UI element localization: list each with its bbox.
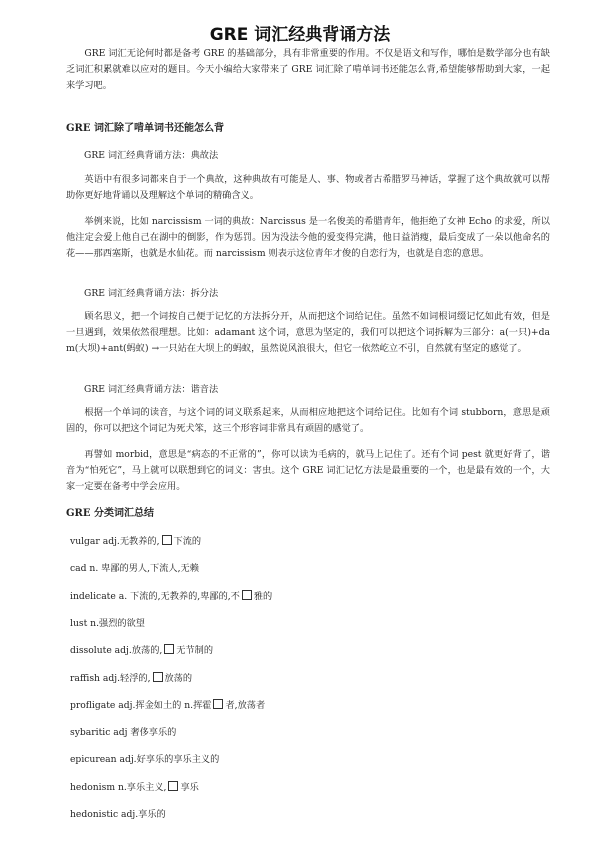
vocabulary-entry-text: dissolute adj.放荡的,: [70, 645, 163, 657]
vocabulary-entry-text: vulgar adj.无教养的,: [70, 536, 160, 547]
method2-paragraph-1: 顾名思义，把一个词按自己便于记忆的方法拆分开，从而把这个词给记住。虽然不如词根词缀记忆如此有效，但是一旦遇到，效果依然很理想。比如：adamant 这个词，意思为坚定的，我们可以把这个词拆解为三部分：a(一只)+dam(大坝)+ant(蚂蚁) →一只站在大坝上的蚂蚁，虽然说风浪很大，但它一依然屹立不引，自然就有坚定的感觉了。: [66, 311, 550, 354]
vocabulary-entry-text-tail: 雅的: [253, 590, 273, 602]
vocabulary-entry: [70, 751, 219, 765]
missing-glyph-box: [153, 672, 163, 682]
method3-label: GRE 词汇经典背诵方法：谐音法: [84, 384, 219, 395]
vocabulary-entry: [70, 724, 176, 738]
missing-glyph-box: [213, 699, 223, 709]
vocabulary-entry: [70, 588, 272, 602]
vocabulary-entry: [70, 697, 265, 711]
vocabulary-entry-text: hedonism n.享乐主义,: [70, 781, 167, 793]
vocabulary-entry: [70, 560, 199, 574]
vocabulary-entry: [70, 615, 145, 629]
vocabulary-entry-text: sybaritic adj 奢侈享乐的: [70, 727, 177, 739]
vocabulary-entry: [70, 533, 201, 547]
missing-glyph-box: [168, 781, 178, 791]
vocabulary-entry-text: cad n. 卑鄙的男人,下流人,无赖: [70, 563, 199, 575]
vocabulary-entry: [70, 670, 192, 684]
vocabulary-entry-text: raffish adj.轻浮的,: [70, 672, 151, 684]
vocabulary-entry: [70, 806, 166, 820]
vocabulary-entry: [70, 779, 199, 793]
vocabulary-entry-text-tail: 者,放荡者: [225, 699, 266, 711]
section1-heading: GRE 词汇除了啃单词书还能怎么背: [66, 123, 224, 134]
vocabulary-entry-text: epicurean adj.好享乐的享乐主义的: [70, 754, 220, 766]
intro-paragraph: GRE 词汇无论何时都是备考 GRE 的基础部分，具有非常重要的作用。不仅是语文和写作，哪怕是数学部分也有缺乏词汇积累就难以应对的题目。今天小编给大家带来了 GRE 词汇除了啃单词书还能怎么背,希望能够帮助到大家，一起来学习吧。: [66, 48, 550, 91]
vocabulary-entry: [70, 642, 213, 656]
vocabulary-entry-text-tail: 无节制的: [176, 645, 214, 657]
vocabulary-entry-text-tail: 享乐: [180, 781, 199, 793]
section2-heading: GRE 分类词汇总结: [66, 508, 154, 519]
vocabulary-entry-text: profligate adj.挥金如土的 n.挥霍: [70, 699, 212, 711]
method2-label: GRE 词汇经典背诵方法：拆分法: [84, 288, 219, 299]
missing-glyph-box: [164, 644, 174, 654]
page-title: GRE 词汇经典背诵方法: [209, 25, 391, 45]
vocabulary-entry-text: indelicate a. 下流的,无教养的,卑鄙的,不: [70, 590, 240, 602]
method3-paragraph-1: 根据一个单词的读音，与这个词的词义联系起来，从而相应地把这个词给记住。比如有个词 stubborn，意思是顽固的，你可以把这个词记为死犬笨，这三个形容词非常具有顽固的感觉了。: [66, 407, 550, 434]
vocabulary-entry-text-tail: 放荡的: [164, 672, 193, 684]
missing-glyph-box: [242, 590, 252, 600]
method1-label: GRE 词汇经典背诵方法：典故法: [84, 150, 219, 161]
missing-glyph-box: [162, 535, 172, 545]
vocabulary-entry-text: lust n.强烈的欲望: [70, 617, 145, 629]
method3-paragraph-2: 再譬如 morbid，意思是“病态的不正常的”，你可以读为毛病的，就马上记住了。还有个词 pest 就更好背了，谐音为“怕死它”，马上就可以联想到它的词义：害虫。这个 GRE 词汇记忆方法是最重要的一个，也是最有效的一个，大家一定要在备考中学会应用。: [66, 449, 550, 492]
vocabulary-entry-text-tail: 下流的: [173, 536, 202, 547]
vocabulary-entry-text: hedonistic adj.享乐的: [70, 809, 166, 820]
method1-paragraph-1: 英语中有很多词都来自于一个典故，这种典故有可能是人、事、物或者古希腊罗马神话，掌握了这个典故就可以帮助你更好地背诵以及理解这个单词的精确含义。: [66, 174, 550, 201]
method1-paragraph-2: 举例来说，比如 narcissism 一词的典故：Narcissus 是一名俊美的希腊青年，他拒绝了女神 Echo 的求爱，所以他注定会爱上他自己在湖中的倒影，作为惩罚。因为没法今他的爱变得完满，他日益消瘦，最后变成了一朵以他命名的花——那西塞斯，也就是水仙花。而 narcissism 则表示这位青年才俊的自恋行为，也就是自恋的意思。: [66, 216, 550, 259]
